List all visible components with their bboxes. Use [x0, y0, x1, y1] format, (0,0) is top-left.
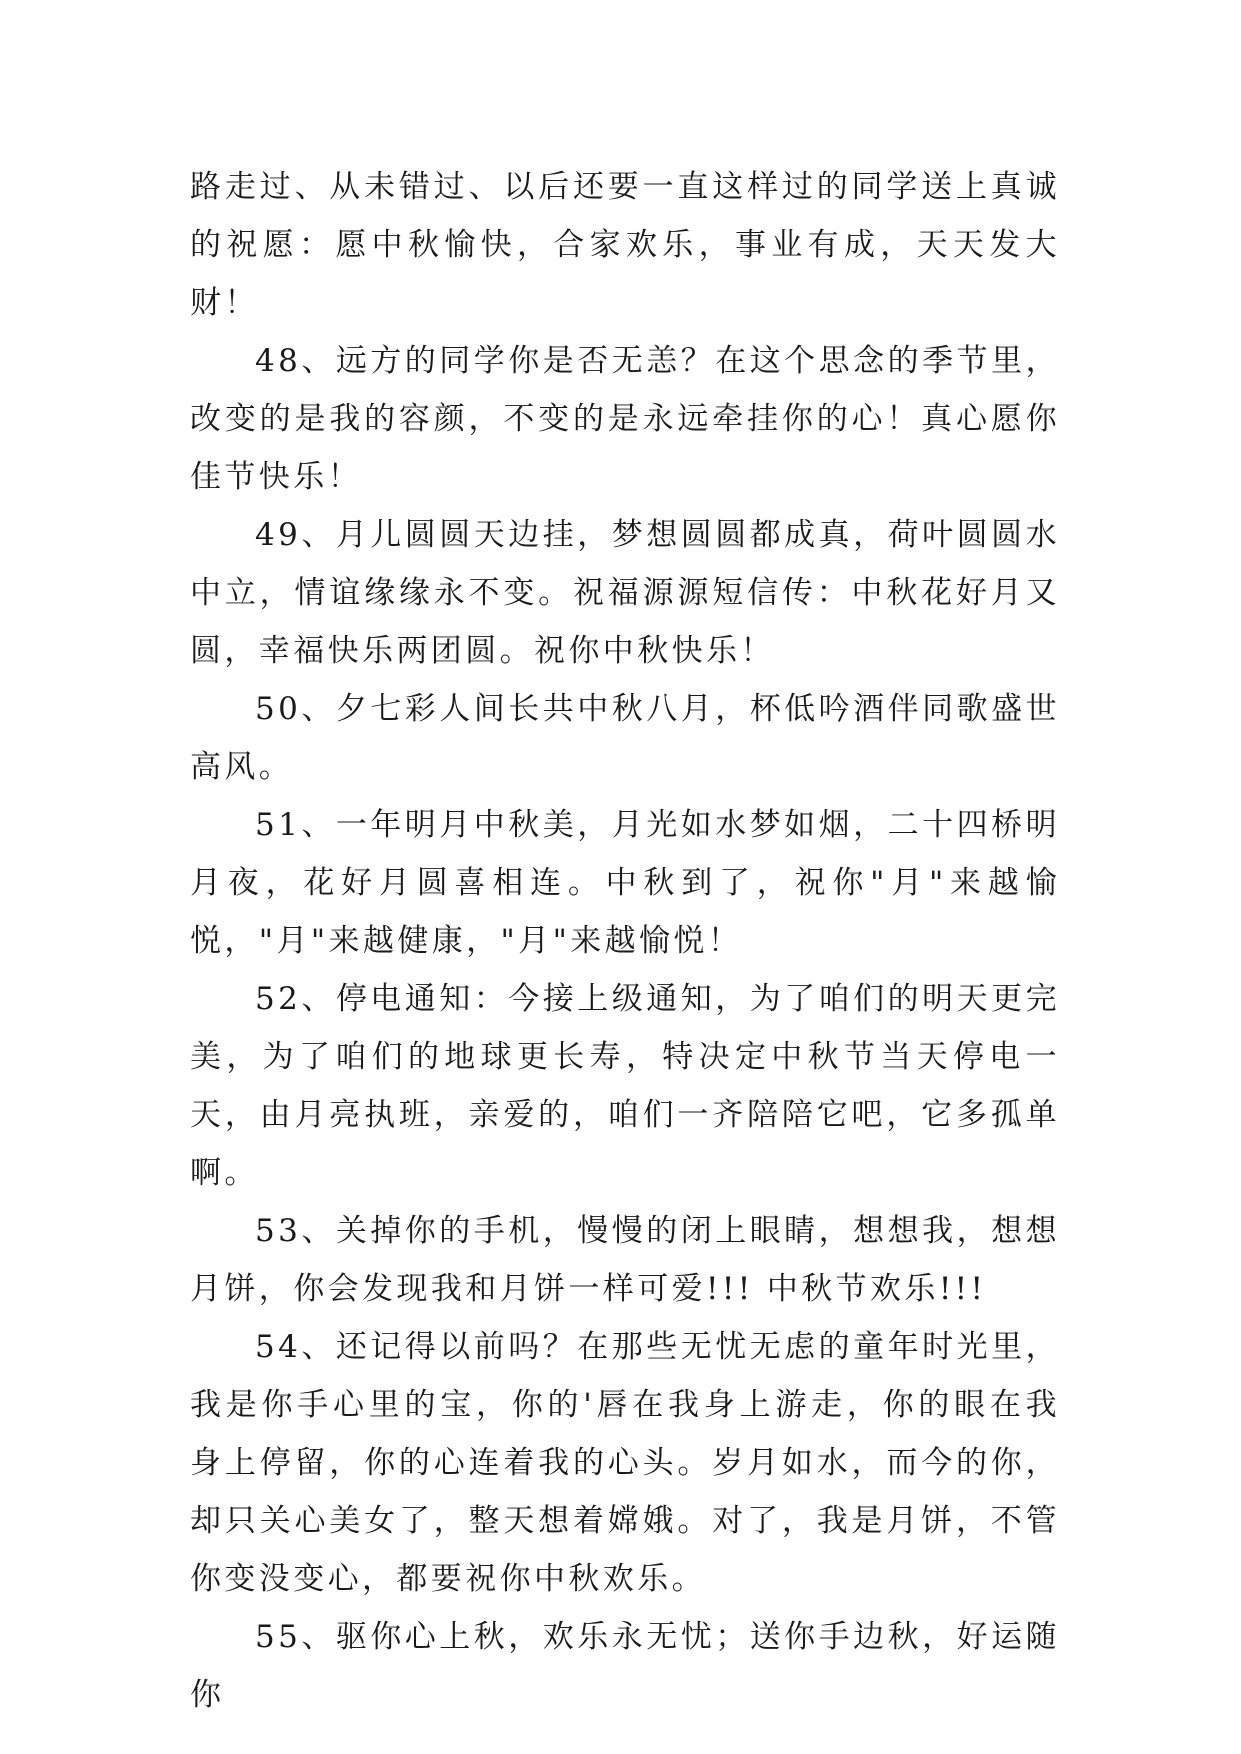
paragraph-50: 50、夕七彩人间长共中秋八月，杯低吟酒伴同歌盛世高风。 [190, 691, 1060, 785]
paragraph-49: 49、月儿圆圆天边挂，梦想圆圆都成真，荷叶圆圆水中立，情谊缘缘永不变。祝福源源短信传：中秋花好月又圆，幸福快乐两团圆。祝你中秋快乐！ [190, 517, 1060, 669]
paragraph-54: 54、还记得以前吗？在那些无忧无虑的童年时光里，我是你手心里的宝，你的'唇在我身上游走，你的眼在我身上停留，你的心连着我的心头。岁月如水，而今的你，却只关心美女了，整天想着嫦娥。对了，我是月饼，不管你变没变心，都要祝你中秋欢乐。 [190, 1329, 1060, 1597]
paragraph-48: 48、远方的同学你是否无恙？在这个思念的季节里，改变的是我的容颜，不变的是永远牵挂你的心！真心愿你佳节快乐！ [190, 343, 1060, 495]
paragraph-55: 55、驱你心上秋，欢乐永无忧；送你手边秋，好运随你 [190, 1619, 1060, 1713]
document-body [190, 158, 1060, 1724]
paragraph-53: 53、关掉你的手机，慢慢的闭上眼睛，想想我，想想月饼，你会发现我和月饼一样可爱!!! 中秋节欢乐!!! [190, 1213, 1060, 1307]
paragraph-continuation: 路走过、从未错过、以后还要一直这样过的同学送上真诚的祝愿：愿中秋愉快，合家欢乐，事业有成，天天发大财！ [190, 169, 1060, 321]
paragraph-51: 51、一年明月中秋美，月光如水梦如烟，二十四桥明月夜，花好月圆喜相连。中秋到了，祝你"月"来越愉悦，"月"来越健康，"月"来越愉悦！ [190, 807, 1060, 959]
paragraph-52: 52、停电通知：今接上级通知，为了咱们的明天更完美，为了咱们的地球更长寿，特决定中秋节当天停电一天，由月亮执班，亲爱的，咱们一齐陪陪它吧，它多孤单啊。 [190, 981, 1060, 1191]
